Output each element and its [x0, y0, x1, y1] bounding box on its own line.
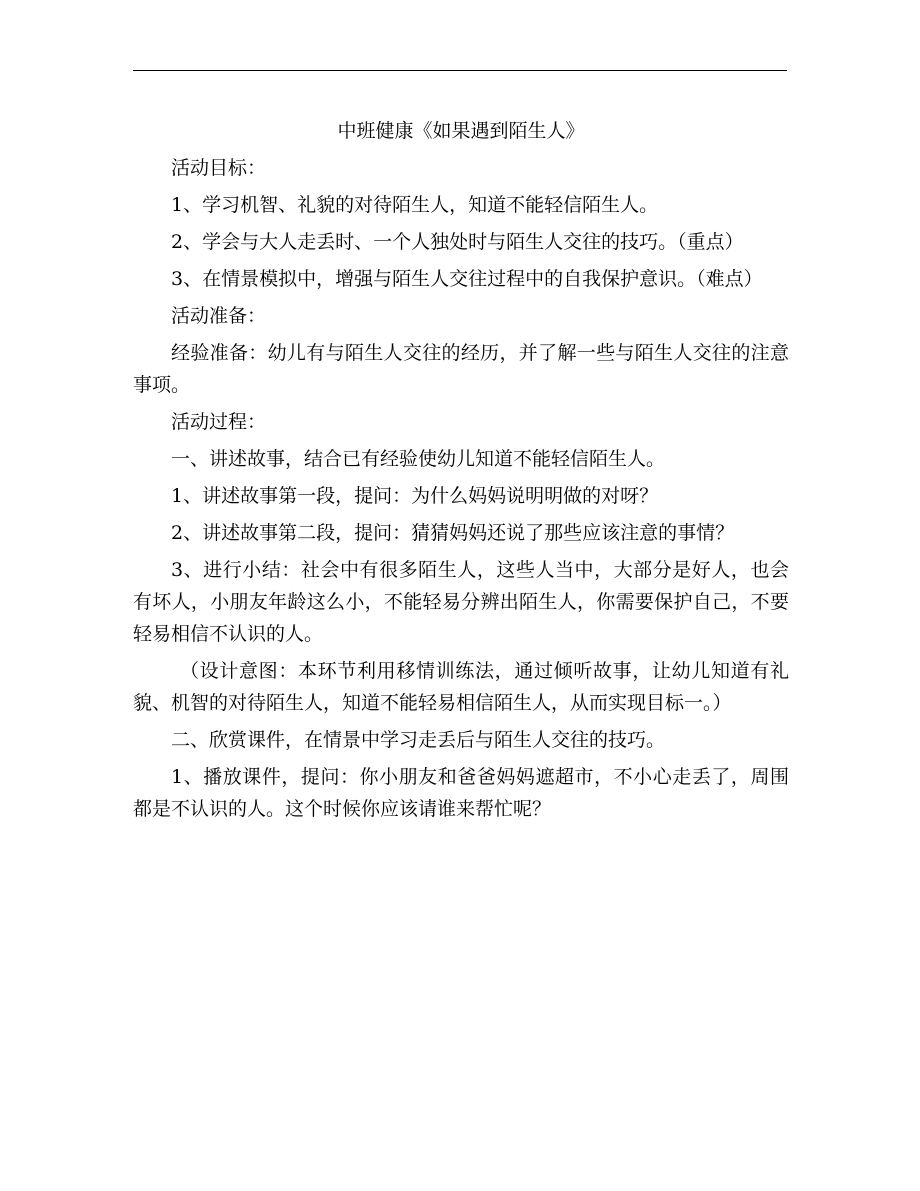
design-intent-note: （设计意图：本环节利用移情训练法，通过倾听故事，让幼儿知道有礼貌、机智的对待陌生人，知道不能轻易相信陌生人，从而实现目标一。）: [133, 660, 789, 714]
document-body: [133, 115, 789, 830]
process-substep-1-2: 2、讲述故事第二段，提问：猜猜妈妈还说了那些应该注意的事情？: [171, 522, 735, 544]
preparation-text: 经验准备：幼儿有与陌生人交往的经历，并了解一些与陌生人交往的注意事项。: [133, 342, 789, 396]
document-title: 中班健康《如果遇到陌生人》: [337, 120, 585, 142]
process-step-2: 二、欣赏课件，在情景中学习走丢后与陌生人交往的技巧。: [171, 729, 666, 751]
section-heading-goals: 活动目标：: [171, 157, 267, 179]
section-heading-process: 活动过程：: [171, 411, 267, 433]
process-step-1: 一、讲述故事，结合已有经验使幼儿知道不能轻信陌生人。: [171, 448, 666, 470]
process-substep-2-1: 1、播放课件，提问：你小朋友和爸爸妈妈遮超市，不小心走丢了，周围都是不认识的人。这个时候你应该请谁来帮忙呢？: [133, 766, 789, 820]
goal-item-3: 3、在情景模拟中，增强与陌生人交往过程中的自我保护意识。（难点）: [171, 268, 763, 290]
goal-item-2: 2、学会与大人走丢时、一个人独处时与陌生人交往的技巧。（重点）: [171, 231, 744, 253]
goal-item-1: 1、学习机智、礼貌的对待陌生人，知道不能轻信陌生人。: [171, 194, 659, 216]
section-heading-preparation: 活动准备：: [171, 305, 267, 327]
process-substep-1-1: 1、讲述故事第一段，提问：为什么妈妈说明明做的对呀？: [171, 485, 659, 507]
process-substep-1-3: 3、进行小结：社会中有很多陌生人，这些人当中，大部分是好人，也会有坏人，小朋友年龄这么小，不能轻易分辨出陌生人，你需要保护自己，不要轻易相信不认识的人。: [133, 559, 789, 645]
header-rule: [133, 70, 787, 71]
